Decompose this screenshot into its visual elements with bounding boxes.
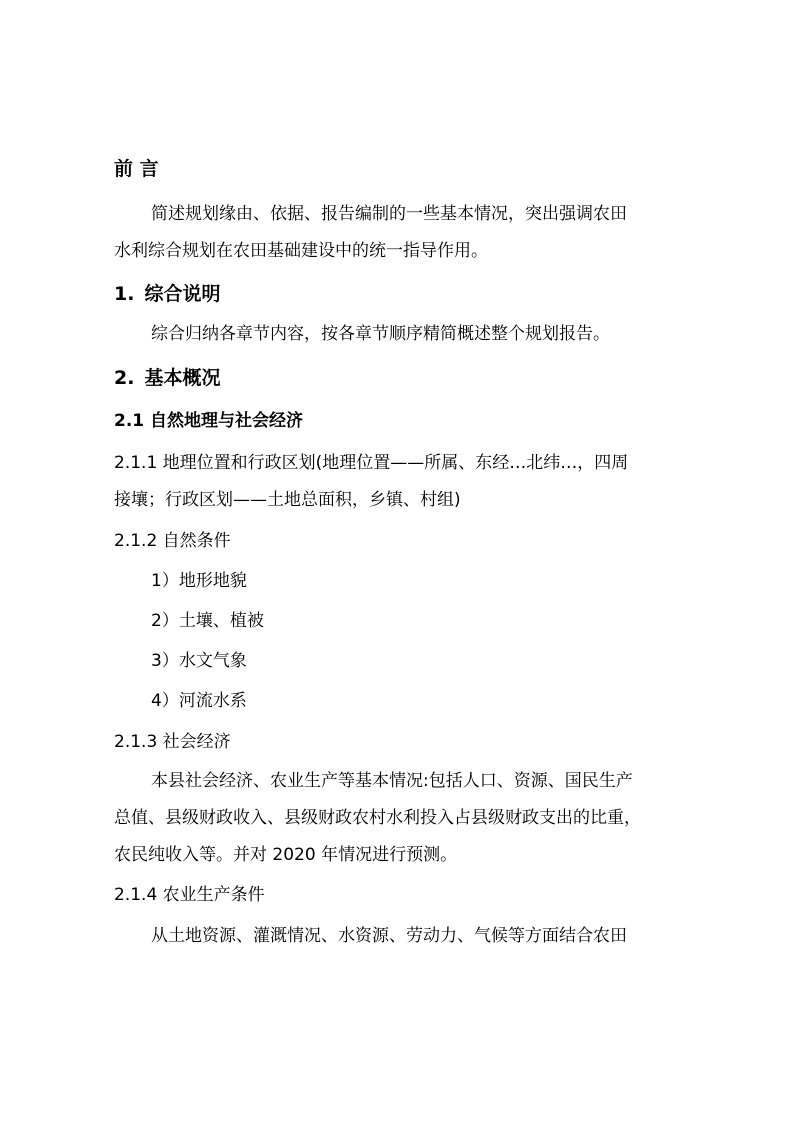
item-2-1-1-line-2: 接壤；行政区划——土地总面积，乡镇、村组) (114, 490, 461, 510)
section-1-heading (114, 283, 220, 305)
item-2-1-2-heading: 2.1.2 自然条件 (114, 531, 231, 551)
item-2-1-3-paragraph-line-2: 总值、县级财政收入、县级财政农村水利投入占县级财政支出的比重， (114, 808, 641, 828)
list-item-river-system: 4）河流水系 (151, 691, 247, 711)
list-item-soil-vegetation: 2）土壤、植被 (151, 611, 264, 631)
item-2-1-3-paragraph-line-3: 农民纯收入等。并对 2020 年情况进行预测。 (114, 845, 458, 865)
preface-heading: 前 言 (114, 158, 159, 180)
item-2-1-3-heading: 2.1.3 社会经济 (114, 732, 231, 752)
section-1-paragraph: 综合归纳各章节内容，按各章节顺序精简概述整个规划报告。 (151, 324, 610, 344)
item-2-1-3-paragraph-line-1: 本县社会经济、农业生产等基本情况:包括人口、资源、国民生产 (151, 771, 633, 791)
list-item-hydrology-climate: 3）水文气象 (151, 651, 247, 671)
item-2-1-4-paragraph-line-1: 从土地资源、灌溉情况、水资源、劳动力、气候等方面结合农田 (151, 926, 627, 946)
section-2-number: 2. (114, 367, 135, 389)
item-2-1-1-line-1: 2.1.1 地理位置和行政区划(地理位置——所属、东经…北纬…，四周 (114, 453, 629, 473)
subsection-2-1-heading: 2.1 自然地理与社会经济 (114, 411, 304, 431)
item-2-1-4-heading: 2.1.4 农业生产条件 (114, 885, 265, 905)
section-1-title: 综合说明 (144, 283, 221, 305)
preface-paragraph-line-2: 水利综合规划在农田基础建设中的统一指导作用。 (114, 241, 488, 261)
section-2-heading (114, 367, 220, 389)
list-item-terrain: 1）地形地貌 (151, 571, 247, 591)
section-1-number: 1. (114, 283, 135, 305)
preface-paragraph-line-1: 简述规划缘由、依据、报告编制的一些基本情况，突出强调农田 (151, 204, 627, 224)
section-2-title: 基本概况 (144, 367, 221, 389)
